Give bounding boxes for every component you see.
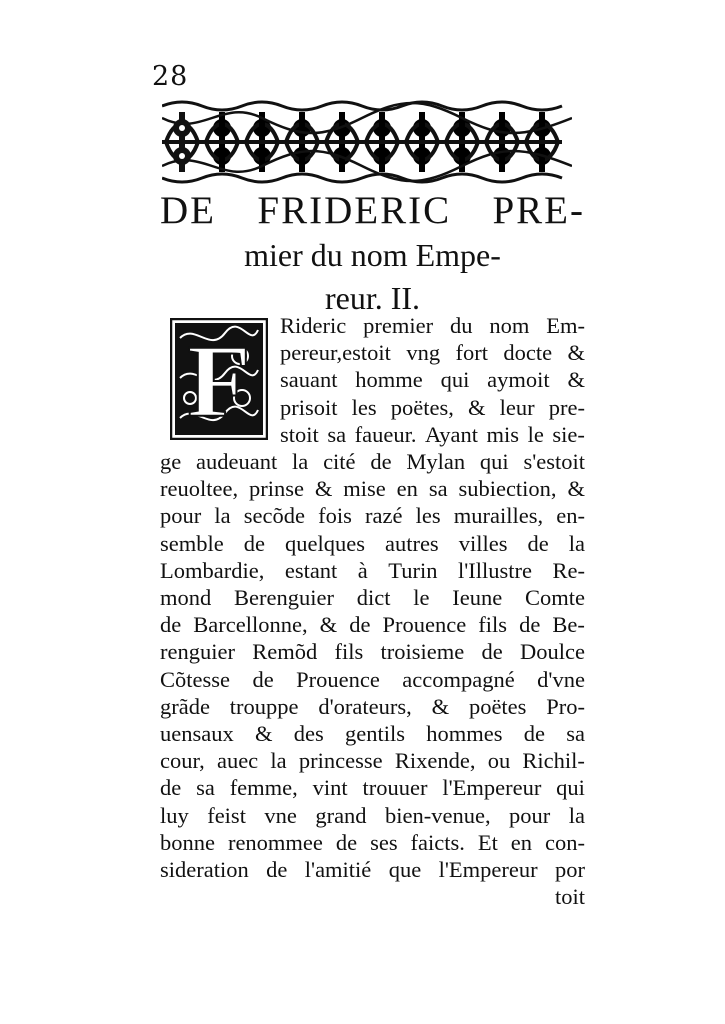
- word: bien-venue,: [385, 802, 491, 828]
- word: sa: [327, 421, 347, 447]
- word: subiection,: [458, 476, 557, 502]
- word: &: [314, 476, 333, 502]
- word: semble: [160, 530, 224, 556]
- word: Rideric: [280, 313, 347, 338]
- word: Mylan: [406, 449, 466, 475]
- word: prinse: [248, 476, 304, 502]
- word: premier: [363, 313, 434, 338]
- text-line: [160, 856, 585, 883]
- word: aymoit: [487, 367, 550, 393]
- word: faueur.: [354, 421, 417, 447]
- word: stoit: [280, 421, 319, 447]
- title-word: DE: [160, 189, 216, 232]
- word: d'vne: [537, 666, 585, 692]
- word: faicts.: [410, 829, 465, 855]
- word: Barcellonne,: [193, 612, 308, 638]
- word: princesse: [298, 748, 383, 774]
- title-word: FRIDERIC: [257, 189, 452, 232]
- word: Ieune: [452, 585, 503, 611]
- word: gentils: [345, 721, 405, 747]
- word: troisieme: [380, 639, 465, 665]
- word: l'Empereur: [442, 775, 542, 801]
- word: sauant: [280, 367, 338, 393]
- word: à: [357, 557, 368, 583]
- word: de: [349, 612, 371, 638]
- word: l'amitié: [304, 857, 372, 883]
- text-line: [160, 312, 585, 339]
- word: en: [396, 476, 418, 502]
- word: cour,: [160, 748, 205, 774]
- word: l'Empereur: [438, 857, 538, 883]
- word: Doulce: [519, 639, 585, 665]
- word: Prouence: [382, 612, 467, 638]
- body-text: [160, 312, 585, 910]
- word: feist: [207, 802, 246, 828]
- word: que: [388, 857, 422, 883]
- word: ses: [370, 829, 398, 855]
- word: Berenguier: [234, 585, 334, 611]
- word: con-: [545, 829, 585, 855]
- word: le: [527, 421, 544, 447]
- word: Turin: [388, 557, 438, 583]
- word: estant: [284, 557, 338, 583]
- word: &: [567, 367, 585, 393]
- title-line-3: reur. II.: [324, 280, 421, 316]
- word: des: [293, 721, 324, 747]
- word: mise: [343, 476, 386, 502]
- text-line: [160, 366, 585, 393]
- word: nom: [489, 313, 530, 338]
- word: fort: [455, 340, 488, 366]
- word: autres: [384, 530, 439, 556]
- word: luy: [160, 802, 189, 828]
- title-word: PRE-: [492, 189, 585, 232]
- word: les: [351, 394, 377, 420]
- word: &: [567, 340, 585, 366]
- word: pour: [509, 802, 551, 828]
- text-line: [160, 802, 585, 829]
- word: en: [510, 829, 533, 855]
- text-line: [160, 693, 585, 720]
- word: sa: [196, 775, 215, 801]
- word: sa: [428, 476, 448, 502]
- word: Em-: [546, 313, 585, 338]
- word: razé: [365, 503, 403, 529]
- word: uensaux: [160, 721, 234, 747]
- page-number: 28: [152, 61, 189, 92]
- word: de: [160, 612, 182, 638]
- word: qui: [556, 775, 585, 801]
- text-line: [160, 475, 585, 502]
- word: pre-: [548, 394, 585, 420]
- text-line: [160, 747, 585, 774]
- ornamental-headpiece: [162, 98, 572, 186]
- word: de: [160, 775, 182, 801]
- word: fois: [318, 503, 352, 529]
- word: audeuant: [196, 449, 278, 475]
- word: de: [519, 612, 541, 638]
- text-line: [160, 339, 585, 366]
- word: fils: [478, 612, 508, 638]
- word: &: [431, 693, 450, 719]
- word: &: [254, 721, 273, 747]
- word: de: [523, 721, 545, 747]
- word: secõde: [243, 503, 305, 529]
- word: qui: [440, 367, 470, 393]
- word: l'Illustre: [457, 557, 533, 583]
- word: de: [370, 449, 392, 475]
- word: Cõtesse: [160, 666, 230, 692]
- word: quelques: [284, 530, 365, 556]
- word: fils: [334, 639, 364, 665]
- text-line: [160, 829, 585, 856]
- word: renommee: [227, 829, 323, 855]
- word: murailles,: [453, 503, 544, 529]
- word: poëtes,: [390, 394, 454, 420]
- word: trouuer: [362, 775, 428, 801]
- word: cité: [323, 449, 356, 475]
- word: reuoltee,: [160, 476, 239, 502]
- text-line: [160, 666, 585, 693]
- word: renguier: [160, 639, 235, 665]
- word: bonne: [160, 829, 215, 855]
- word: mond: [160, 585, 212, 611]
- text-line: [160, 394, 585, 421]
- word: la: [270, 748, 287, 774]
- word: les: [415, 503, 441, 529]
- word: de: [335, 829, 358, 855]
- word: Re-: [552, 557, 585, 583]
- word: Be-: [552, 612, 585, 638]
- word: la: [292, 449, 309, 475]
- word: por: [555, 857, 585, 883]
- catchword: toit: [554, 884, 585, 910]
- word: s'estoit: [523, 449, 585, 475]
- word: Et: [477, 829, 498, 855]
- word: grand: [315, 802, 367, 828]
- text-line: [160, 421, 585, 448]
- word: sie-: [552, 421, 585, 447]
- word: villes: [458, 530, 508, 556]
- text-line: [160, 584, 585, 611]
- text-line: [160, 611, 585, 638]
- dropcap-letter: F: [187, 324, 251, 439]
- word: &: [567, 476, 585, 502]
- text-line: [160, 638, 585, 665]
- word: trouppe: [229, 693, 299, 719]
- word: homme: [355, 367, 423, 393]
- word: en-: [556, 503, 585, 529]
- word: prisoit: [280, 394, 338, 420]
- word: vng: [406, 340, 441, 366]
- word: Ayant: [425, 421, 478, 447]
- word: leur: [499, 394, 535, 420]
- word: dict: [356, 585, 391, 611]
- word: &: [468, 394, 486, 420]
- word: la: [214, 503, 231, 529]
- word: ou: [487, 748, 511, 774]
- word: Prouence: [296, 666, 380, 692]
- word: pour: [160, 503, 202, 529]
- word: de: [527, 530, 549, 556]
- word: Remõd: [252, 639, 318, 665]
- word: ge: [160, 449, 182, 475]
- word: femme,: [229, 775, 298, 801]
- word: vint: [312, 775, 348, 801]
- text-line: [160, 448, 585, 475]
- word: docte: [503, 340, 553, 366]
- word: de: [252, 666, 274, 692]
- word: de: [243, 530, 265, 556]
- word: la: [568, 802, 585, 828]
- title-line-2: mier du nom Empe-: [244, 237, 501, 273]
- word: auec: [216, 748, 259, 774]
- word: grãde: [160, 693, 210, 719]
- word: hommes: [426, 721, 503, 747]
- word: Pro-: [546, 693, 585, 719]
- text-line: [160, 720, 585, 747]
- text-line: [160, 557, 585, 584]
- word: sideration: [160, 857, 249, 883]
- word: vne: [264, 802, 297, 828]
- word: le: [413, 585, 430, 611]
- word: accompagné: [402, 666, 515, 692]
- text-line: [160, 502, 585, 529]
- word: de: [481, 639, 503, 665]
- word: sa: [566, 721, 585, 747]
- chapter-title: [160, 188, 585, 320]
- word: Lombardie,: [160, 557, 265, 583]
- word: Comte: [524, 585, 585, 611]
- title-line-1: [160, 188, 585, 234]
- word: Richil-: [522, 748, 585, 774]
- word: la: [568, 530, 585, 556]
- text-line: [160, 530, 585, 557]
- word: mis: [486, 421, 520, 447]
- text-line: [160, 774, 585, 801]
- word: poëtes: [468, 693, 527, 719]
- word: pereur,estoit: [280, 340, 391, 366]
- word: du: [449, 313, 473, 338]
- word: Rixende,: [394, 748, 476, 774]
- word: d'orateurs,: [318, 693, 412, 719]
- word: &: [319, 612, 338, 638]
- word: de: [266, 857, 288, 883]
- word: qui: [479, 449, 509, 475]
